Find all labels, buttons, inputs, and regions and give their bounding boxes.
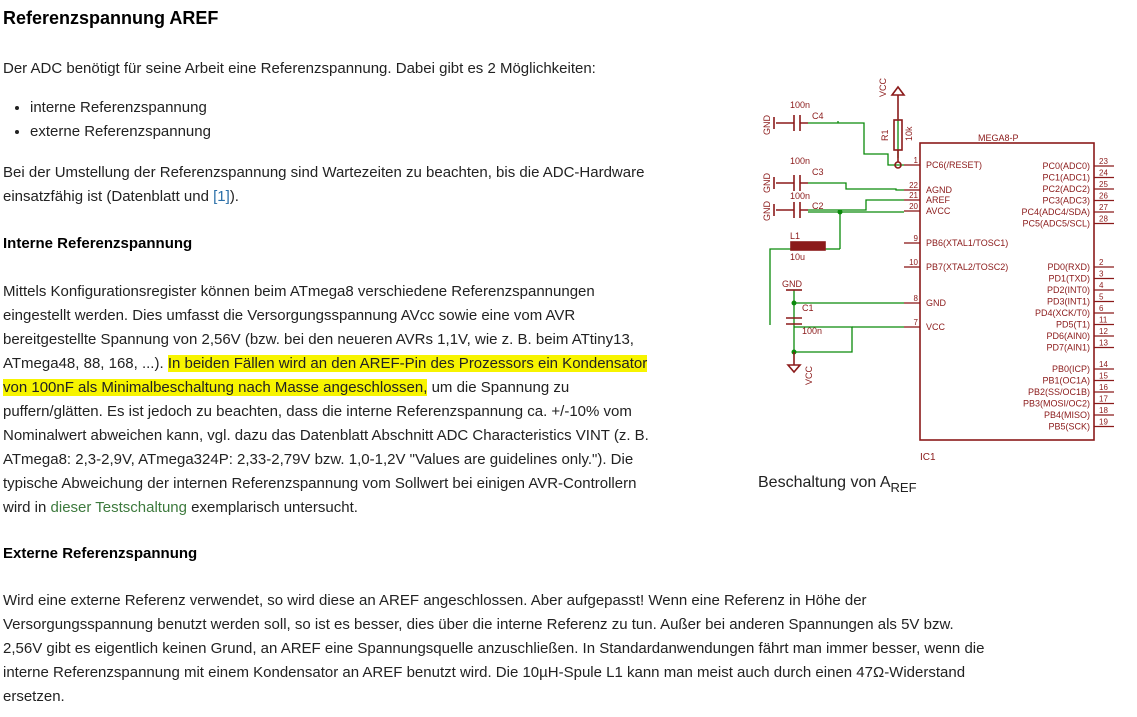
chip-pin-number: 13: [1099, 338, 1108, 348]
internal-line: exemplarisch untersucht.: [187, 499, 358, 516]
chip-pin-label: PC2(ADC2): [1042, 184, 1090, 194]
c2-name-label: C2: [812, 201, 824, 211]
chip-pin-number: 21: [909, 191, 918, 200]
internal-line: um die Spannung zu: [427, 379, 570, 396]
chip-pin-number: 19: [1099, 417, 1108, 427]
vcc-bottom-label: VCC: [804, 365, 814, 385]
chip-pin-number: 22: [909, 181, 918, 190]
caption-text: Beschaltung von A: [758, 474, 891, 491]
switch-line-2-pre: einsatzfähig ist (Datenblatt und: [3, 188, 214, 205]
external-paragraph: [3, 589, 1133, 709]
chip-pin-label: PB4(MISO): [1043, 410, 1090, 420]
vcc-top-label: VCC: [878, 77, 888, 97]
chip-pin-label: PB1(OC1A): [1042, 375, 1090, 386]
chip-pin-number: 10: [909, 258, 918, 267]
switch-line-1: Bei der Umstellung der Referenzspannung sind Wartezeiten zu beachten, bis die ADC-Hardware: [3, 164, 645, 181]
chip-name-label: MEGA8-P: [978, 133, 1019, 143]
external-line: Versorgungsspannung benutzt werden soll, so ist es besser, dies über die interne Referenz zu tun. Außer bei anderen Spannungen als 5V bzw.: [3, 616, 954, 633]
l1-value-label: 10u: [790, 252, 806, 262]
c3-name-label: C3: [812, 167, 824, 177]
internal-line: ATmega48, 88, 168, ...).: [3, 355, 168, 372]
internal-line: typische Abweichung der internen Referenzspannung vom Sollwert bei einigen AVR-Controllern: [3, 475, 637, 492]
chip-ref-label: IC1: [920, 452, 936, 463]
chip-pin-label: PC1(ADC1): [1042, 172, 1090, 183]
chip-pin-label: AVCC: [926, 206, 951, 216]
chip-pin-number: 7: [913, 318, 918, 327]
chip-pin-label: PD5(T1): [1055, 319, 1090, 330]
chip-pin-label: PB3(MOSI/OC2): [1022, 398, 1090, 409]
test-circuit-link[interactable]: dieser Testschaltung: [50, 499, 187, 516]
list-item: • externe Referenzspannung: [30, 120, 211, 144]
list-item: • interne Referenzspannung: [30, 96, 211, 120]
chip-pin-label: AGND: [926, 185, 953, 195]
chip-pin-label: PD0(RXD): [1047, 262, 1090, 272]
chip-pin-number: 18: [1099, 406, 1108, 415]
external-line: interne Referenzspannung mit einem Kondensator an AREF benutzt wird. Die 10µH-Spule L1 kann man meist auch durch einen 47Ω-Widerstand: [3, 664, 966, 681]
gnd-label: GND: [782, 279, 802, 289]
intro-text: Der ADC benötigt für seine Arbeit eine Referenzspannung. Dabei gibt es 2 Möglichkeiten:: [3, 60, 596, 77]
chip-pin-number: 14: [1099, 360, 1108, 369]
chip-pin-number: 11: [1099, 315, 1108, 325]
chip-pin-label: PC4(ADC4/SDA): [1021, 207, 1090, 217]
gnd-label: GND: [762, 201, 772, 221]
chip-pin-label: PB7(XTAL2/TOSC2): [926, 262, 1009, 272]
highlight-text-1: In beiden Fällen wird an den AREF-Pin des Prozessors ein Kondensator: [167, 355, 648, 372]
right-pins: [1021, 157, 1114, 432]
internal-line: eingestellt werden. Dies umfasst die Versorgungsspannung AVcc sowie eine vom AVR: [3, 307, 576, 324]
internal-paragraph: [3, 280, 753, 520]
figure-caption: [758, 474, 917, 495]
chip-pin-number: 8: [913, 294, 918, 303]
internal-line: ATmega8: 2,3-2,9V, ATmega324P: 2,33-2,79V bzw. 1,0-1,2V "Values are guidelines only."). Die: [3, 451, 634, 468]
internal-line: bereitgestellte Spannung von 2,56V (bzw. bei den neueren AVRs 1,1V, wie z. B. beim ATtiny13,: [3, 331, 634, 348]
chip-pin-label: PC5(ADC5/SCL): [1022, 218, 1090, 229]
chip-pin-label: PD7(AIN1): [1046, 342, 1090, 353]
chip-pin-number: 6: [1099, 304, 1104, 313]
chip-pin-number: 4: [1099, 281, 1104, 290]
c2-value-label: 100n: [790, 191, 811, 201]
page-title: Referenzspannung AREF: [3, 8, 219, 28]
chip-pin-label: PD3(INT1): [1046, 296, 1090, 307]
external-line: 2,56V gibt es eigentlich keinen Grund, an AREF eine Spannungsquelle anzuschließen. In Standardanwendungen fährt man immer besser, wenn die: [3, 640, 985, 657]
chip-pin-label: VCC: [926, 322, 946, 332]
switch-paragraph: [3, 161, 743, 209]
chip-pin-label: PB2(SS/OC1B): [1027, 387, 1090, 397]
chip-pin-label: PC0(ADC0): [1042, 161, 1090, 171]
internal-line: Mittels Konfigurationsregister können beim ATmega8 verschiedene Referenzspannungen: [3, 283, 595, 300]
internal-line: wird in: [3, 499, 51, 516]
chip-pin-number: 1: [913, 156, 918, 165]
r1-value-label: 10k: [904, 126, 914, 141]
chip-pin-label: PD1(TXD): [1048, 273, 1090, 284]
chip-pin-label: PD2(INT0): [1046, 285, 1090, 295]
external-line: ersetzen.: [3, 688, 65, 705]
chip-pin-number: 23: [1099, 157, 1108, 166]
internal-heading: Interne Referenzspannung: [3, 235, 193, 252]
c1-value-label: 100n: [802, 326, 823, 336]
chip-pin-number: 25: [1099, 180, 1108, 189]
internal-line: Nominalwert abweichen kann, vgl. dazu das Datenblatt Abschnitt ADC Characteristics VINT (z. B.: [3, 427, 649, 444]
chip-pin-label: PB0(ICP): [1051, 364, 1090, 374]
chip-pin-label: GND: [926, 298, 946, 308]
chip-pin-number: 9: [913, 234, 918, 243]
chip-pin-number: 16: [1099, 383, 1108, 392]
c4-value-label: 100n: [790, 100, 811, 110]
gnd-label: GND: [762, 173, 772, 193]
chip-pin-label: AREF: [926, 195, 951, 205]
chip-pin-label: PC3(ADC3): [1042, 195, 1090, 206]
l1-name-label: L1: [790, 231, 801, 241]
chip-pin-number: 28: [1099, 214, 1108, 224]
chip-pin-number: 5: [1099, 292, 1104, 302]
chip-pin-number: 26: [1099, 191, 1108, 201]
chip-pin-label: PB5(SCK): [1048, 421, 1090, 432]
chip-pin-number: 24: [1099, 168, 1108, 178]
switch-line-2-post: ).: [229, 188, 239, 205]
datasheet-link[interactable]: [1]: [213, 188, 230, 205]
c3-value-label: 100n: [790, 156, 811, 166]
chip-pin-label: PB6(XTAL1/TOSC1): [926, 238, 1009, 248]
chip-pin-number: 12: [1099, 327, 1108, 336]
chip-pin-number: 15: [1099, 371, 1108, 381]
gnd-label: GND: [762, 115, 772, 135]
external-line: Wird eine externe Referenz verwendet, so wird diese an AREF angeschlossen. Aber aufgepasst! Wenn eine Referenz in Höhe der: [3, 592, 867, 609]
c1-name-label: C1: [802, 303, 814, 313]
chip-pin-number: 20: [909, 202, 918, 211]
caption-subscript: REF: [890, 480, 917, 495]
external-heading: Externe Referenzspannung: [3, 545, 198, 562]
internal-line: puffern/glätten. Es ist jedoch zu beachten, dass die interne Referenzspannung ca. +/-10% vom: [3, 403, 632, 420]
chip-pin-number: 17: [1099, 394, 1108, 404]
highlight-text-2: von 100nF als Minimalbeschaltung nach Masse angeschlossen,: [3, 379, 428, 396]
chip-pin-number: 3: [1099, 269, 1104, 279]
chip-pin-label: PC6(/RESET): [926, 160, 983, 170]
chip-pin-label: PD4(XCK/T0): [1034, 308, 1090, 318]
c4-name-label: C4: [812, 111, 824, 121]
chip-pin-number: 27: [1099, 203, 1108, 212]
chip-pin-label: PD6(AIN0): [1046, 331, 1090, 341]
reference-options-list: [3, 96, 211, 144]
chip-pin-number: 2: [1099, 258, 1104, 267]
aref-schematic-figure: [756, 75, 1132, 500]
r1-name-label: R1: [880, 129, 890, 141]
